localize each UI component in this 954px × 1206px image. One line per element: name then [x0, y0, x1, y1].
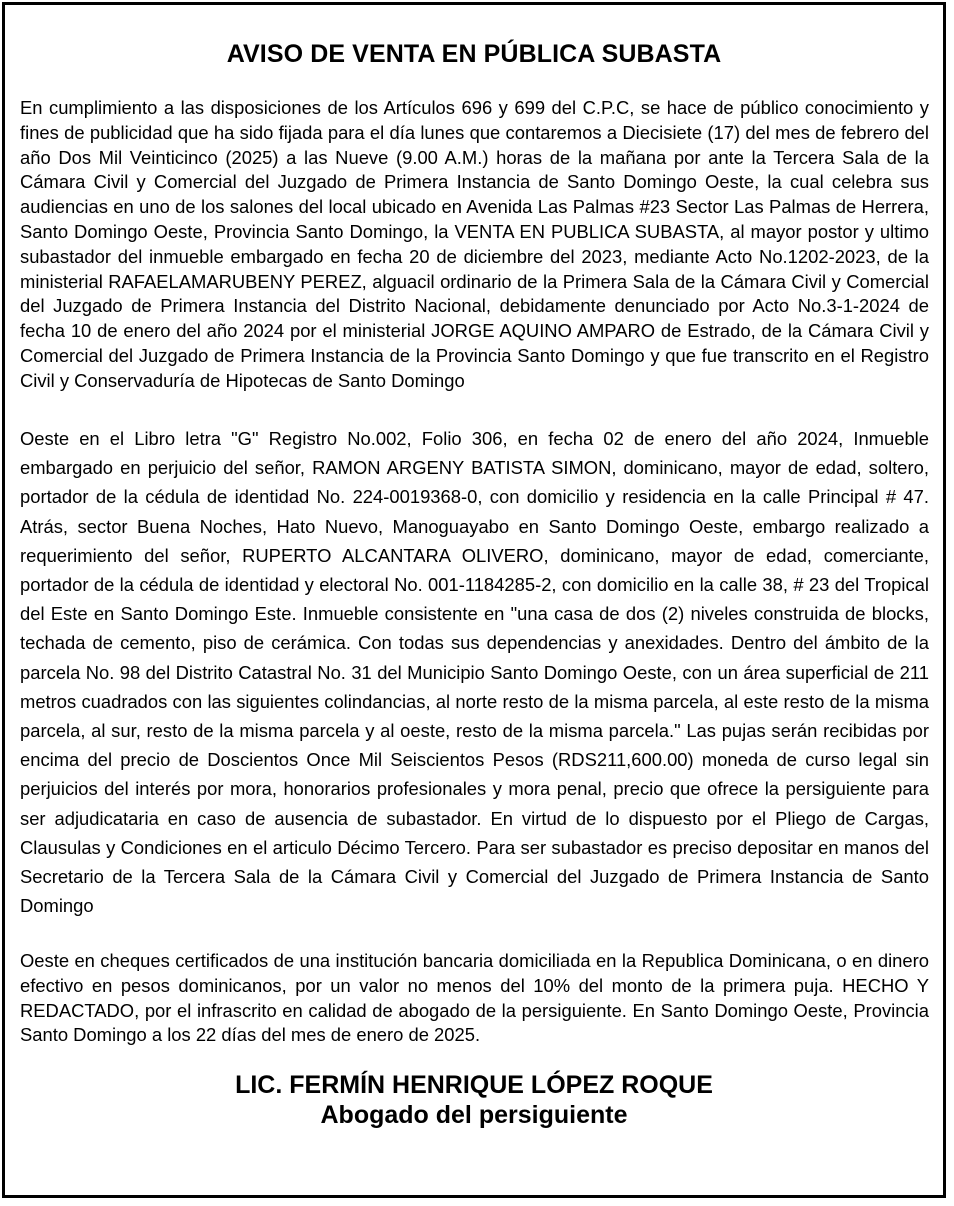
attorney-role: Abogado del persiguiente — [320, 1101, 628, 1129]
auction-notice — [2, 2, 946, 1198]
notice-body-part-1: En cumplimiento a las disposiciones de los Artículos 696 y 699 del C.P.C, se hace de público conocimiento y fines de publicidad que ha sido fijada para el día lunes que contaremos a Diecisiete (17) del mes de febrero del año Dos Mil Veinticinco (2025) a las Nueve (9.00 A.M.) horas de la mañana por ante la Tercera Sala de la Cámara Civil y Comercial del Juzgado de Primera Instancia de Santo Domingo Oeste, la cual celebra sus audiencias en uno de los salones del local ubicado en Avenida Las Palmas #23 Sector Las Palmas de Herrera, Santo Domingo Oeste, Provincia Santo Domingo, la VENTA EN PUBLICA SUBASTA, al mayor postor y ultimo subastador del inmueble embargado en fecha 20 de diciembre del 2023, mediante Acto No.1202-2023, de la ministerial RAFAELAMARUBENY PEREZ, alguacil ordinario de la Primera Sala de la Cámara Civil y Comercial del Juzgado de Primera Instancia del Distrito Nacional, debidamente denunciado por Acto No.3-1-2024 de fecha 10 de enero del año 2024 por el ministerial JORGE AQUINO AMPARO de Estrado, de la Cámara Civil y Comercial del Juzgado de Primera Instancia de la Provincia Santo Domingo y que fue transcrito en el Registro Civil y Conservaduría de Hipotecas de Santo Domingo — [20, 97, 929, 391]
notice-title: AVISO DE VENTA EN PÚBLICA SUBASTA — [226, 40, 722, 68]
signature-block — [5, 1070, 943, 1130]
attorney-name: LIC. FERMÍN HENRIQUE LÓPEZ ROQUE — [235, 1071, 713, 1099]
notice-body-part-2: Oeste en el Libro letra "G" Registro No.002, Folio 306, en fecha 02 de enero del año 2024, Inmueble embargado en perjuicio del señor, RAMON ARGENY BATISTA SIMON, dominicano, mayor de edad, soltero, portador de la cédula de identidad No. 224-0019368-0, con domicilio y residencia en la calle Principal # 47. Atrás, sector Buena Noches, Hato Nuevo, Manoguayabo en Santo Domingo Oeste, embargo realizado a requerimiento del señor, RUPERTO ALCANTARA OLIVERO, dominicano, mayor de edad, comerciante, portador de la cédula de identidad y electoral No. 001-1184285-2, con domicilio en la calle 38, # 23 del Tropical del Este en Santo Domingo Este. Inmueble consistente en "una casa de dos (2) niveles construida de blocks, techada de cemento, piso de cerámica. Con todas sus dependencias y anexidades. Dentro del ámbito de la parcela No. 98 del Distrito Catastral No. 31 del Municipio Santo Domingo Oeste, con un área superficial de 211 metros cuadrados con las siguientes colindancias, al norte resto de la misma parcela, al este resto de la misma parcela, al sur, resto de la misma parcela y al oeste, resto de la misma parcela." Las pujas serán recibidas por encima del precio de Doscientos Once Mil Seiscientos Pesos (RDS211,600.00) moneda de curso legal sin perjuicios del interés por mora, honorarios profesionales y mora penal, precio que ofrece la persiguiente para ser adjudicataria en caso de ausencia de subastador. En virtud de lo dispuesto por el Pliego de Cargas, Clausulas y Condiciones en el articulo Décimo Tercero. Para ser subastador es preciso depositar en manos del Secretario de la Tercera Sala de la Cámara Civil y Comercial del Juzgado de Primera Instancia de Santo Domingo — [20, 428, 929, 917]
notice-body-part-3: Oeste en cheques certificados de una institución bancaria domiciliada en la Republica Dominicana, o en dinero efectivo en pesos dominicanos, por un valor no menos del 10% del monto de la primera puja. HECHO Y REDACTADO, por el infrascrito en calidad de abogado de la persiguiente. En Santo Domingo Oeste, Provincia Santo Domingo a los 22 días del mes de enero de 2025. — [20, 950, 929, 1046]
